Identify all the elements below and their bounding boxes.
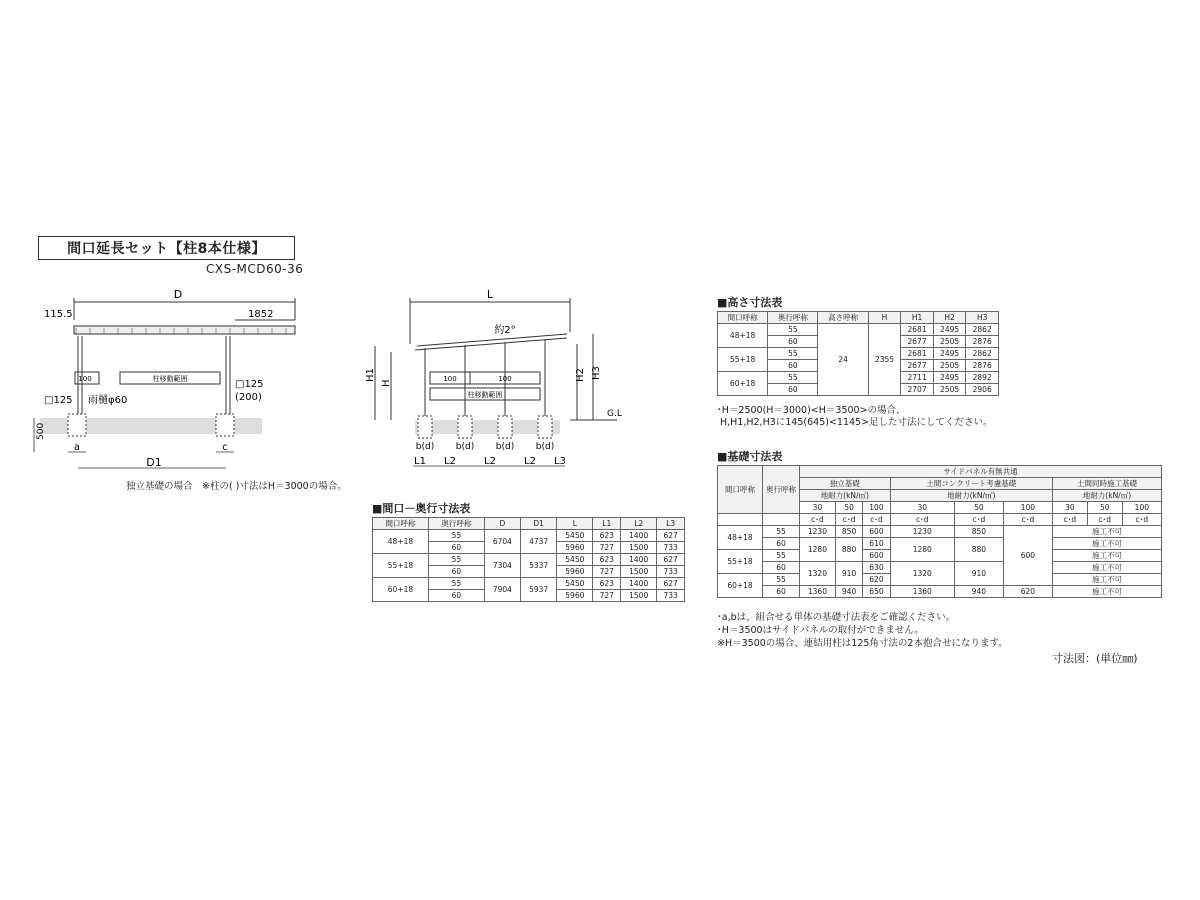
cell: 2681 — [901, 324, 934, 336]
height-note-2: H,H1,H2,H3に145(645)<1145>足した寸法にしてください。 — [720, 417, 993, 428]
cell: 2355 — [868, 324, 901, 396]
model-number: CXS-MCD60-36 — [206, 262, 304, 276]
cell: 施工不可 — [1052, 550, 1161, 562]
th: 間口呼称 — [718, 466, 763, 514]
cell: 60 — [763, 538, 800, 550]
th: 50 — [835, 502, 862, 514]
cell: 2681 — [901, 348, 934, 360]
th: サイドパネル有無共通 — [800, 466, 1162, 478]
cell: 2505 — [933, 384, 966, 396]
cell: 60+18 — [373, 578, 429, 602]
th: 100 — [1122, 502, 1161, 514]
height-table-title: ■高さ寸法表 — [717, 296, 783, 309]
cell: 940 — [954, 586, 1003, 598]
cell: 60+18 — [718, 372, 768, 396]
cell: 623 — [593, 530, 621, 542]
width-table-title: ■間口－奥行寸法表 — [372, 502, 471, 515]
cell: 1360 — [890, 586, 954, 598]
cell: 5337 — [521, 554, 557, 578]
cell: 施工不可 — [1052, 574, 1161, 586]
cell: 733 — [657, 566, 685, 578]
front-view-caption: 独立基礎の場合 ※柱の( )寸法はH＝3000の場合。 — [126, 481, 347, 492]
cell: 5960 — [557, 590, 593, 602]
foundation-note-1: ･a,bは、組合せる単体の基礎寸法表をご確認ください。 — [717, 612, 956, 623]
side-view-drawing — [355, 282, 625, 477]
cell: 55+18 — [373, 554, 429, 578]
roof-slope: 約2° — [494, 325, 516, 336]
th: 50 — [1087, 502, 1122, 514]
th — [718, 514, 763, 526]
cell: 60 — [768, 360, 818, 372]
cell: 60+18 — [718, 574, 763, 598]
cell: 2677 — [901, 336, 934, 348]
th: L1 — [593, 518, 621, 530]
cell: 1230 — [890, 526, 954, 538]
cell: 55 — [768, 348, 818, 360]
cell: 727 — [593, 566, 621, 578]
cell: 620 — [1003, 586, 1052, 598]
cell: 1500 — [621, 566, 657, 578]
cell: 727 — [593, 542, 621, 554]
th: D1 — [521, 518, 557, 530]
cell: 1230 — [800, 526, 836, 538]
cell: 627 — [657, 554, 685, 566]
dim-c: c — [222, 442, 228, 453]
th: c･d — [863, 514, 890, 526]
cell: 1500 — [621, 590, 657, 602]
column-size-left: □125 — [44, 395, 73, 406]
cell: 60 — [428, 566, 484, 578]
cell: 733 — [657, 590, 685, 602]
cell: 1320 — [800, 562, 836, 586]
cell: 2906 — [966, 384, 999, 396]
th: L2 — [621, 518, 657, 530]
cell: 2495 — [933, 372, 966, 384]
width-depth-table — [372, 517, 685, 602]
cell: 5450 — [557, 578, 593, 590]
cell: 2892 — [966, 372, 999, 384]
dim-1852: 1852 — [248, 309, 274, 320]
cell: 55+18 — [718, 348, 768, 372]
cell: 48+18 — [373, 530, 429, 554]
th: H — [868, 312, 901, 324]
th: c･d — [1122, 514, 1161, 526]
cell: 55 — [763, 574, 800, 586]
cell: 1400 — [621, 530, 657, 542]
dim-bd: b(d) — [415, 442, 435, 452]
cell: 48+18 — [718, 324, 768, 348]
gutter-label: 雨樋φ60 — [88, 395, 128, 406]
cell: 55 — [428, 530, 484, 542]
front-view-drawing — [30, 280, 330, 480]
th: L3 — [657, 518, 685, 530]
th: 奥行呼称 — [763, 466, 800, 514]
th: c･d — [835, 514, 862, 526]
cell: 2677 — [901, 360, 934, 372]
cell: 2862 — [966, 348, 999, 360]
column-size-label: □125 — [235, 379, 264, 390]
th: 土間同時施工基礎 — [1052, 478, 1161, 490]
th: H1 — [901, 312, 934, 324]
cell: 2707 — [901, 384, 934, 396]
cell: 1320 — [890, 562, 954, 586]
th: 奥行呼称 — [428, 518, 484, 530]
th: H2 — [933, 312, 966, 324]
cell: 5450 — [557, 530, 593, 542]
cell: 910 — [835, 562, 862, 586]
cell: 623 — [593, 578, 621, 590]
column-zone-label: 柱移動範囲 — [152, 375, 188, 383]
cell: 60 — [428, 590, 484, 602]
th: 30 — [1052, 502, 1087, 514]
dim-L2: L2 — [484, 456, 496, 467]
cell: 940 — [835, 586, 862, 598]
cell: 55+18 — [718, 550, 763, 574]
cell: 60 — [763, 562, 800, 574]
cell: 55 — [763, 526, 800, 538]
dim-L: L — [486, 288, 494, 301]
cell: 2495 — [933, 324, 966, 336]
cell: 5450 — [557, 554, 593, 566]
cell: 600 — [1003, 526, 1052, 586]
cell: 880 — [954, 538, 1003, 562]
cell: 5960 — [557, 542, 593, 554]
dim-a: a — [73, 442, 81, 453]
dim-H3: H3 — [591, 366, 602, 380]
th: 奥行呼称 — [768, 312, 818, 324]
th: 地耐力(kN/㎡) — [890, 490, 1052, 502]
cell: 55 — [768, 324, 818, 336]
cell: 施工不可 — [1052, 562, 1161, 574]
dim-115-5: 115.5 — [44, 309, 73, 320]
cell: 施工不可 — [1052, 526, 1161, 538]
th: 間口呼称 — [718, 312, 768, 324]
dim-H: H — [381, 379, 392, 387]
foundation-note-3: ※H＝3500の場合、連結用柱は125角寸法の2本抱合せになります。 — [717, 638, 1008, 649]
cell: 5937 — [521, 578, 557, 602]
cell: 60 — [768, 336, 818, 348]
dim-bd: b(d) — [455, 442, 475, 452]
section-title: 間口延長セット【柱8本仕様】 — [38, 236, 295, 260]
cell: 48+18 — [718, 526, 763, 550]
cell: 850 — [835, 526, 862, 538]
dim-L3: L3 — [554, 456, 566, 467]
th: c･d — [1052, 514, 1087, 526]
th: 間口呼称 — [373, 518, 429, 530]
cell: 2505 — [933, 360, 966, 372]
cell: 2505 — [933, 336, 966, 348]
th: 100 — [863, 502, 890, 514]
dim-L2: L2 — [524, 456, 536, 467]
th: c･d — [1087, 514, 1122, 526]
th: c･d — [800, 514, 836, 526]
cell: 60 — [428, 542, 484, 554]
cell: 880 — [835, 538, 862, 562]
cell: 2495 — [933, 348, 966, 360]
dim-L2: L2 — [444, 456, 456, 467]
cell: 727 — [593, 590, 621, 602]
cell: 1360 — [800, 586, 836, 598]
cell: 620 — [863, 574, 890, 586]
cell: 55 — [428, 578, 484, 590]
th: D — [484, 518, 520, 530]
foundation-table-title: ■基礎寸法表 — [717, 450, 783, 463]
foundation-note-2: ･H＝3500はサイドパネルの取付ができません。 — [717, 625, 924, 636]
cell: 2876 — [966, 336, 999, 348]
dim-L1: L1 — [414, 456, 426, 467]
dim-H2: H2 — [575, 368, 586, 382]
cell: 1400 — [621, 554, 657, 566]
cell: 650 — [863, 586, 890, 598]
arrow-100: 100 — [78, 375, 92, 383]
cell: 627 — [657, 530, 685, 542]
th: 100 — [1003, 502, 1052, 514]
cell: 2876 — [966, 360, 999, 372]
cell: 55 — [763, 550, 800, 562]
cell: 60 — [763, 586, 800, 598]
cell: 627 — [657, 578, 685, 590]
th: c･d — [890, 514, 954, 526]
height-table — [717, 311, 999, 396]
cell: 7304 — [484, 554, 520, 578]
cell: 24 — [818, 324, 868, 396]
column-size-paren: (200) — [235, 392, 262, 403]
cell: 623 — [593, 554, 621, 566]
cell: 4737 — [521, 530, 557, 554]
arrow-100: 100 — [498, 375, 512, 383]
unit-label: 寸法図：(単位㎜) — [1052, 652, 1138, 665]
dim-bd: b(d) — [535, 442, 555, 452]
foundation-table — [717, 465, 1162, 598]
cell: 1280 — [800, 538, 836, 562]
cell: 733 — [657, 542, 685, 554]
th: 50 — [954, 502, 1003, 514]
cell: 610 — [863, 538, 890, 550]
cell: 6704 — [484, 530, 520, 554]
cell: 600 — [863, 550, 890, 562]
dim-D1: D1 — [146, 456, 162, 469]
th: 地耐力(kN/㎡) — [800, 490, 891, 502]
cell: 630 — [863, 562, 890, 574]
cell: 1280 — [890, 538, 954, 562]
th: c･d — [954, 514, 1003, 526]
arrow-100: 100 — [443, 375, 457, 383]
dim-D: D — [173, 288, 183, 301]
th: 土間コンクリート考慮基礎 — [890, 478, 1052, 490]
cell: 5960 — [557, 566, 593, 578]
cell: 施工不可 — [1052, 538, 1161, 550]
cell: 55 — [768, 372, 818, 384]
cell: 7904 — [484, 578, 520, 602]
th: L — [557, 518, 593, 530]
height-note-1: ･H＝2500(H＝3000)<H＝3500>の場合、 — [717, 405, 906, 416]
cell: 850 — [954, 526, 1003, 538]
cell: 60 — [768, 384, 818, 396]
cell: 910 — [954, 562, 1003, 586]
dim-500: 500 — [36, 422, 46, 440]
th: 地耐力(kN/㎡) — [1052, 490, 1161, 502]
cell: 55 — [428, 554, 484, 566]
cell: 2862 — [966, 324, 999, 336]
cell: 600 — [863, 526, 890, 538]
th: 30 — [800, 502, 836, 514]
th: 高さ呼称 — [818, 312, 868, 324]
cell: 2711 — [901, 372, 934, 384]
th — [763, 514, 800, 526]
cell: 施工不可 — [1052, 586, 1161, 598]
th: H3 — [966, 312, 999, 324]
cell: 1500 — [621, 542, 657, 554]
column-zone-label: 柱移動範囲 — [467, 391, 503, 399]
dim-bd: b(d) — [495, 442, 515, 452]
th: c･d — [1003, 514, 1052, 526]
th: 30 — [890, 502, 954, 514]
cell: 1400 — [621, 578, 657, 590]
th: 独立基礎 — [800, 478, 891, 490]
dim-H1: H1 — [365, 368, 376, 382]
ground-level: G.L — [607, 409, 622, 419]
